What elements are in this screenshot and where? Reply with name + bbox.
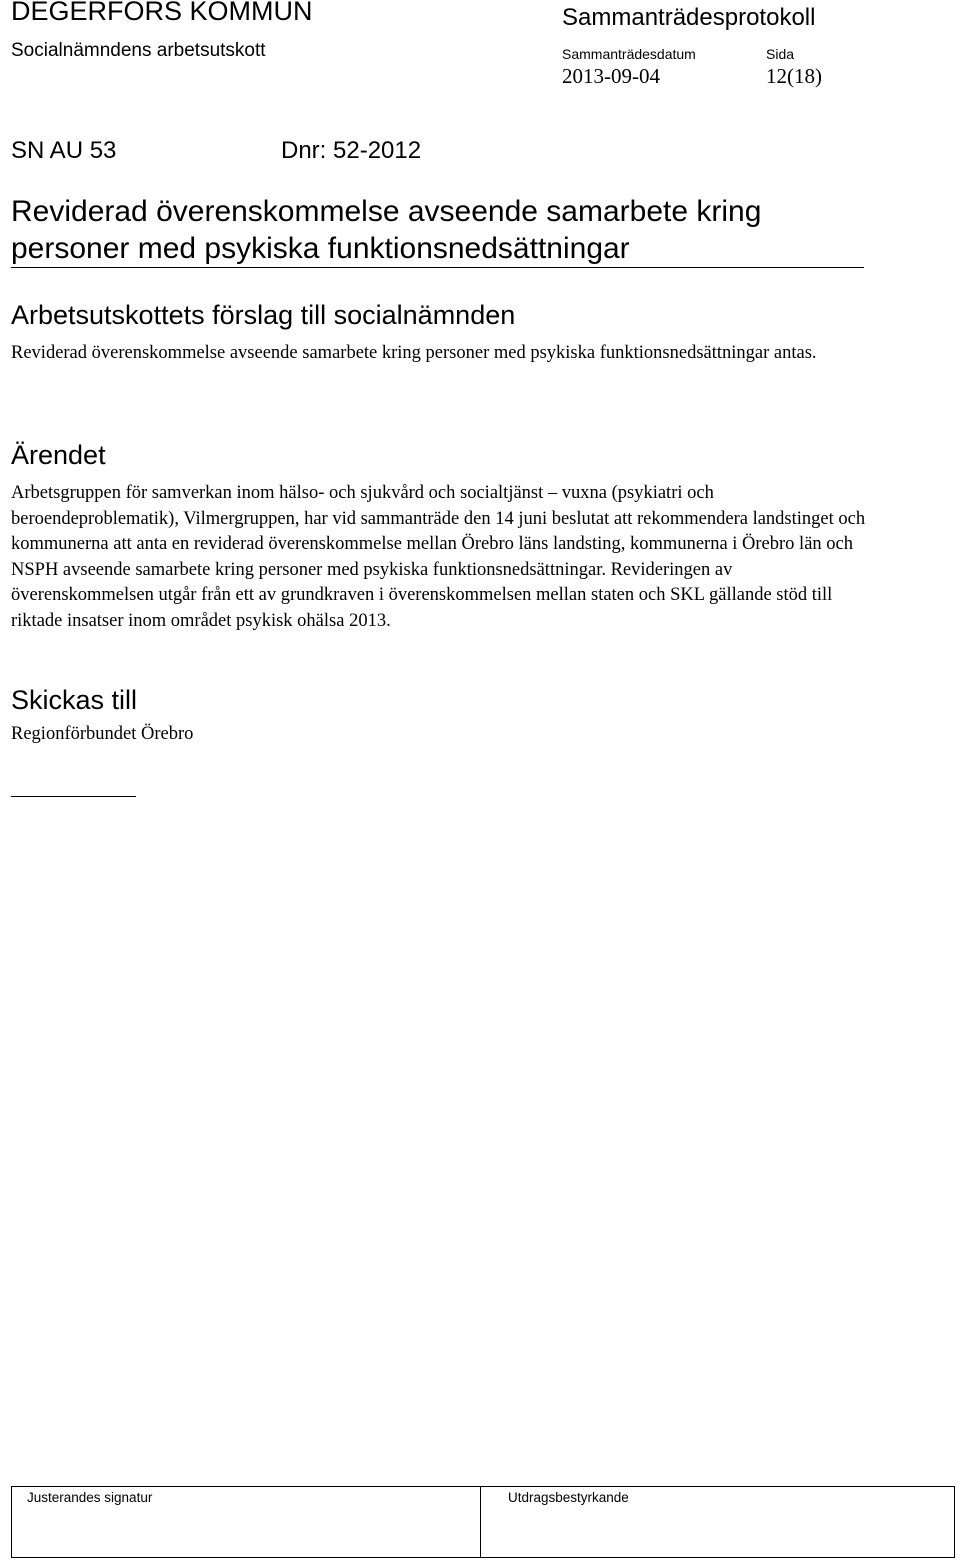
organization-name: DEGERFORS KOMMUN <box>11 0 313 26</box>
matter-heading: Ärendet <box>11 440 106 470</box>
case-title: Reviderad överenskommelse avseende samarbete kring personer med psykiska funktionsnedsättningar <box>11 195 762 265</box>
proposal-text: Reviderad överenskommelse avseende samarbete kring personer med psykiska funktionsnedsättningar antas. <box>11 343 817 363</box>
title-underline <box>11 267 864 268</box>
proposal-heading: Arbetsutskottets förslag till socialnämnden <box>11 300 516 330</box>
meeting-date-label: Sammanträdesdatum <box>562 46 696 62</box>
unit-name: Socialnämndens arbetsutskott <box>11 40 266 61</box>
document-type: Sammanträdesprotokoll <box>562 4 816 31</box>
diary-number: Dnr: 52-2012 <box>281 137 422 164</box>
case-number: SN AU 53 <box>11 137 117 164</box>
matter-text: Arbetsgruppen för samverkan inom hälso- och sjukvård och socialtjänst – vuxna (psykiatri och beroendeproblematik), Vilmergruppen, har vid sammanträde den 14 juni beslutat att rekommendera landstinget och kommunerna att anta en reviderad överenskommelse mellan Örebro läns landsting, kommunerna i Örebro län och NSPH avseende samarbete kring personer med psykiska funktionsnedsättningar. Revideringen av överenskommelsen utgår från ett av grundkraven i överenskommelsen mellan staten och SKL gällande stöd till riktade insatser inom området psykisk ohälsa 2013. <box>11 483 866 631</box>
signature-footer <box>11 1486 955 1558</box>
extract-certification-label: Utdragsbestyrkande <box>508 1490 629 1505</box>
page-number: 12(18) <box>766 64 822 88</box>
send-to-heading: Skickas till <box>11 685 138 715</box>
adjuster-signature-label: Justerandes signatur <box>27 1490 153 1505</box>
footer-divider <box>480 1486 481 1558</box>
page-label: Sida <box>766 46 795 62</box>
meeting-date-value: 2013-09-04 <box>562 64 660 88</box>
send-to-recipient: Regionförbundet Örebro <box>11 724 194 744</box>
end-divider <box>11 796 136 797</box>
